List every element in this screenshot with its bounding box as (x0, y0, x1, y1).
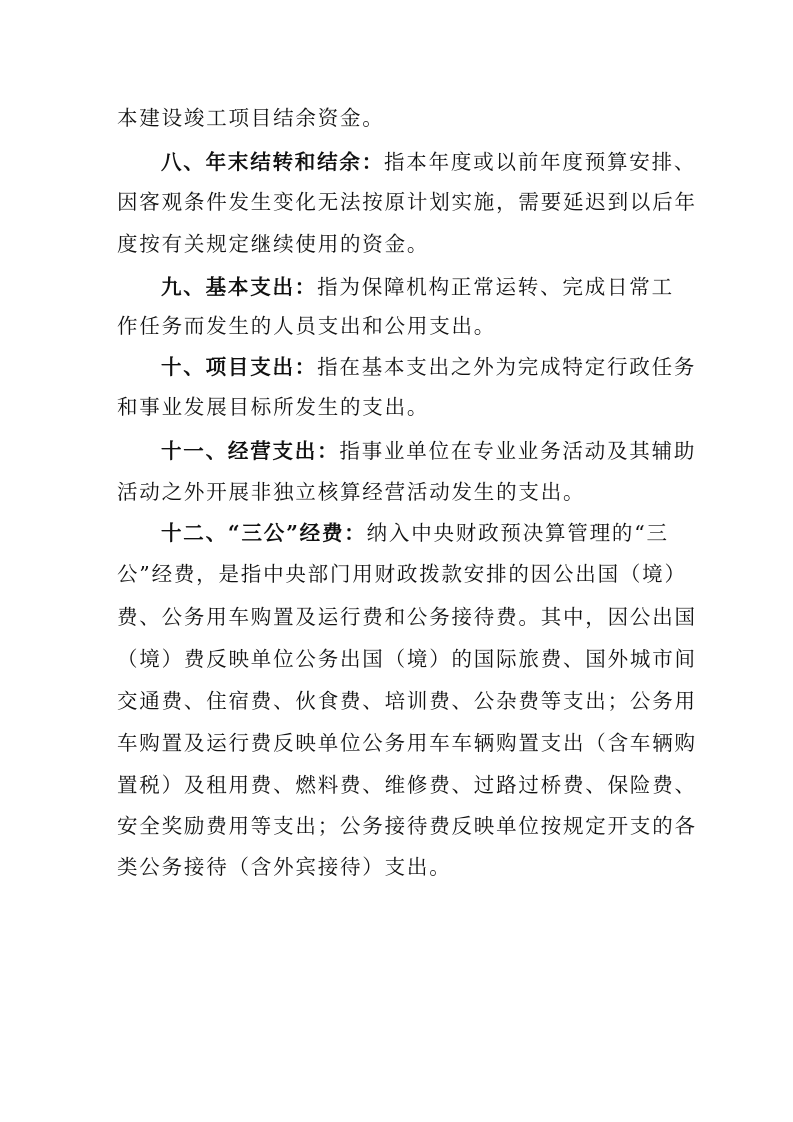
line-text: 指事业单位在专业业务活动及其辅助 (339, 439, 697, 463)
text-line (117, 852, 452, 882)
section-heading-line (161, 436, 696, 466)
text-line (117, 477, 585, 507)
section-heading: 十、项目支出： (161, 355, 318, 379)
line-text: 交通费、住宿费、伙食费、培训费、公杂费等支出；公务用 (117, 689, 697, 713)
section-heading-line (161, 147, 696, 177)
text-line (117, 811, 697, 841)
line-text: 公”经费，是指中央部门用财政拨款安排的因公出国（境） (117, 562, 687, 586)
line-text: 车购置及运行费反映单位公务用车车辆购置支出（含车辆购 (117, 731, 697, 755)
line-text: 本建设竣工项目结余资金。 (117, 106, 385, 130)
line-text: 费、公务用车购置及运行费和公务接待费。其中，因公出国 (117, 605, 697, 629)
line-text: （境）费反映单位公务出国（境）的国际旅费、国外城市间 (117, 647, 697, 671)
line-text: 安全奖励费用等支出；公务接待费反映单位按规定开支的各 (117, 814, 697, 838)
text-line (117, 187, 697, 217)
section-heading: 十一、经营支出： (161, 439, 340, 463)
text-line (117, 392, 429, 422)
text-line (117, 770, 697, 800)
line-text: 作任务而发生的人员支出和公用支出。 (117, 314, 497, 338)
line-text: 指为保障机构正常运转、完成日常工 (317, 275, 674, 299)
text-line (117, 229, 429, 259)
line-text: 指在基本支出之外为完成特定行政任务 (317, 355, 697, 379)
text-line (117, 311, 496, 341)
section-heading-line (161, 518, 669, 548)
line-text: 因客观条件发生变化无法按原计划实施，需要延迟到以后年 (117, 190, 697, 214)
line-text: 度按有关规定继续使用的资金。 (117, 232, 430, 256)
text-line (117, 602, 697, 632)
section-heading-line (161, 272, 674, 302)
text-line (117, 728, 697, 758)
line-text: 置税）及租用费、燃料费、维修费、过路过桥费、保险费、 (117, 773, 697, 797)
line-text: 指本年度或以前年度预算安排、 (384, 150, 697, 174)
text-line (117, 559, 687, 589)
text-line (117, 644, 697, 674)
line-text: 纳入中央财政预决算管理的“三 (366, 521, 669, 545)
text-line (117, 686, 697, 716)
section-heading: 八、年末结转和结余： (161, 150, 384, 174)
line-text: 和事业发展目标所发生的支出。 (117, 395, 430, 419)
text-line (117, 103, 385, 133)
section-heading: 十二、“三公”经费： (161, 521, 367, 545)
line-text: 类公务接待（含外宾接待）支出。 (117, 855, 452, 879)
section-heading: 九、基本支出： (161, 275, 318, 299)
section-heading-line (161, 352, 696, 382)
line-text: 活动之外开展非独立核算经营活动发生的支出。 (117, 480, 586, 504)
